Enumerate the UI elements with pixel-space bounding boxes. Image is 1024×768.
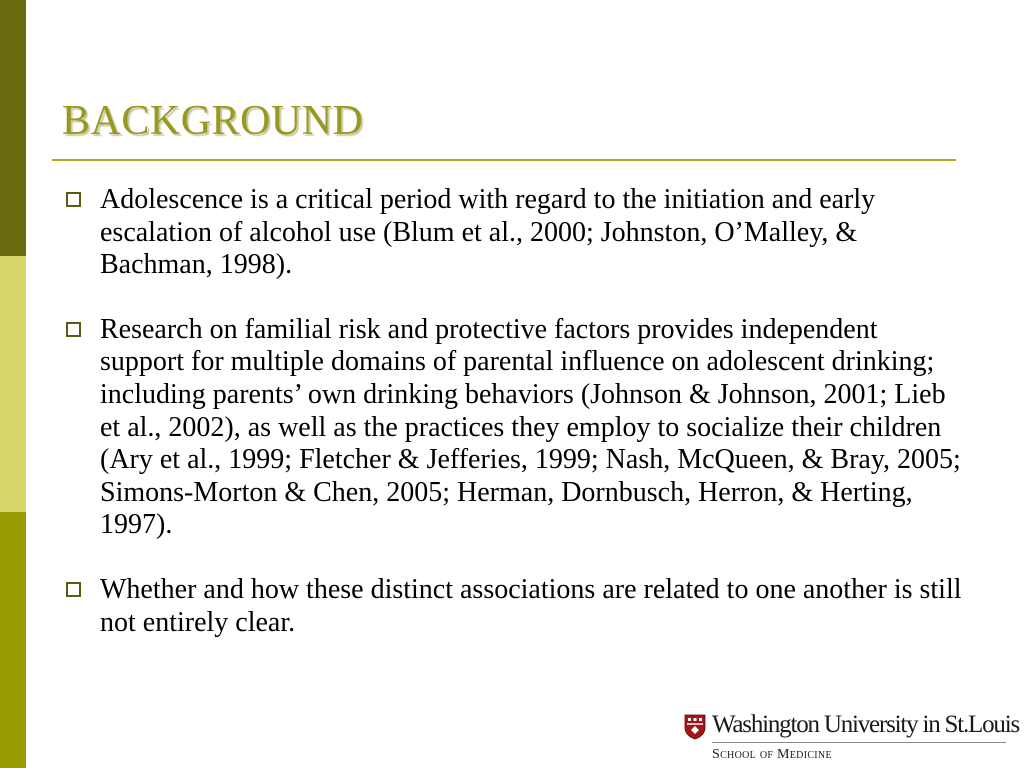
bullet-text: Whether and how these distinct associations are related to one another is still not entirely clear. <box>100 573 962 638</box>
slide-title: BACKGROUND <box>62 98 364 144</box>
bullet-text: Research on familial risk and protective factors provides independent support for multiple domains of parental influence on adolescent drinking; including parents’ own drinking behaviors (Johnson & Johnson, 2001; Lieb et al., 2002), as well as the practices they employ to socialize their children (Ary et al., 1999; Fletcher & Jefferies, 1999; Nash, McQueen, & Bray, 2005; Simons-Morton & Chen, 2005; Herman, Dornbusch, Herron, & Herting, 1997). <box>100 313 961 541</box>
bullet-list <box>64 184 964 671</box>
square-bullet-icon <box>66 582 81 597</box>
bullet-item <box>64 574 964 639</box>
title-underline <box>52 159 956 161</box>
bullet-item <box>64 184 964 282</box>
logo-divider <box>712 742 1006 743</box>
side-band-dark <box>0 0 26 256</box>
square-bullet-icon <box>66 192 81 207</box>
side-band-light <box>0 256 26 512</box>
university-seal-icon <box>684 714 706 740</box>
bullet-text: Adolescence is a critical period with regard to the initiation and early escalation of alcohol use (Blum et al., 2000; Johnston, O’Malley, & Bachman, 1998). <box>100 184 876 281</box>
bullet-item <box>64 314 964 542</box>
square-bullet-icon <box>66 322 81 337</box>
side-band-olive <box>0 512 26 768</box>
university-logo <box>684 706 1019 766</box>
university-name: Washington University in St.Louis <box>712 711 1019 738</box>
school-name: School of Medicine <box>712 747 832 762</box>
